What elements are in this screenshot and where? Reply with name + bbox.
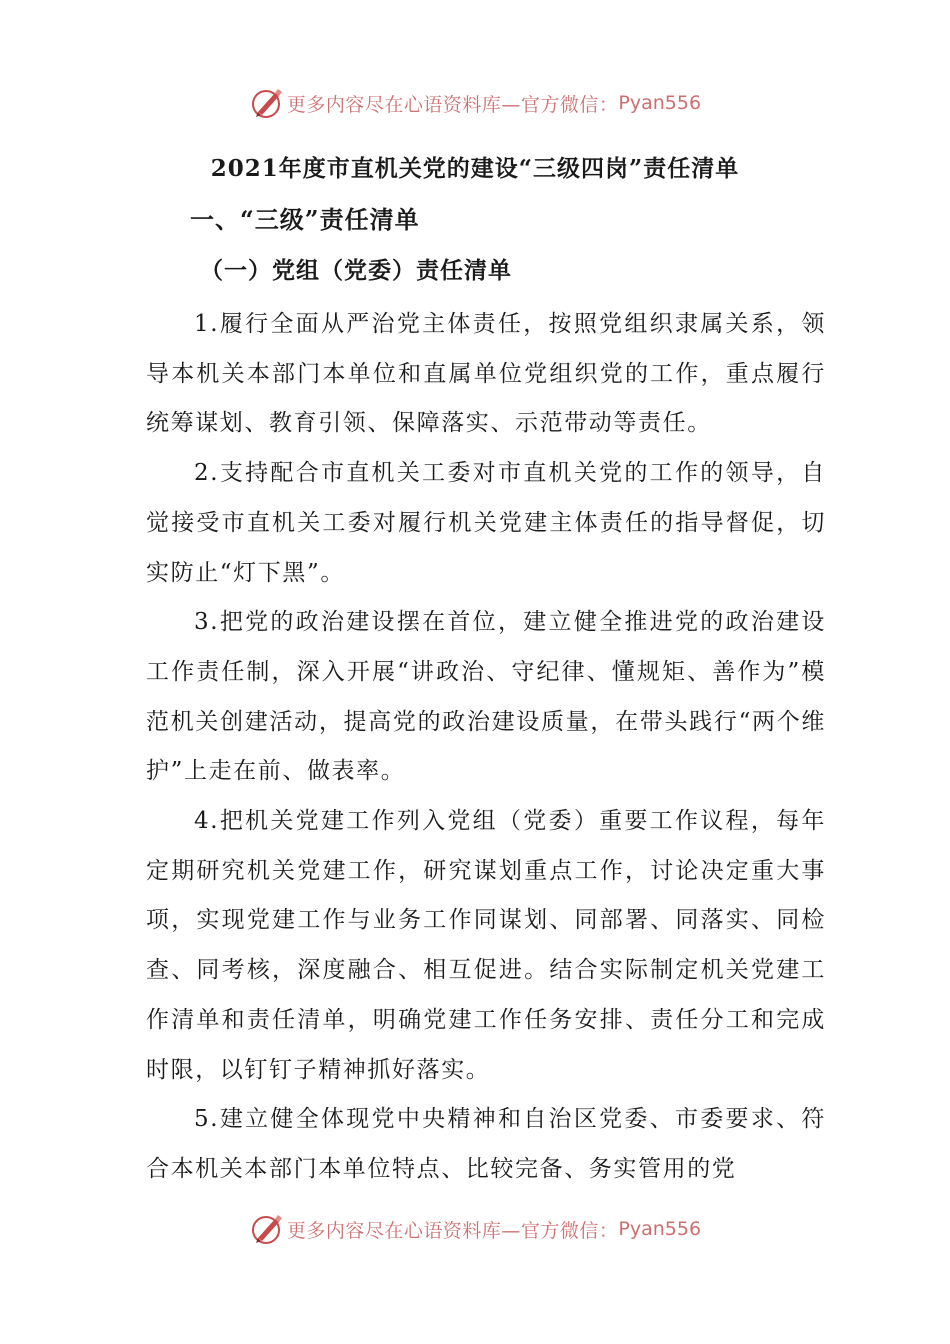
paragraph-1: 1.履行全面从严治党主体责任，按照党组织隶属关系，领导本机关本部门本单位和直属单位党组织党的工作，重点履行统筹谋划、教育引领、保障落实、示范带动等责任。	[146, 311, 826, 437]
paragraph-2: 2.支持配合市直机关工委对市直机关党的工作的领导，自觉接受市直机关工委对履行机关党建主体责任的指导督促，切实防止“灯下黑”。	[146, 460, 826, 586]
watermark-header	[0, 83, 950, 123]
paragraph-3: 3.把党的政治建设摆在首位，建立健全推进党的政治建设工作责任制，深入开展“讲政治、守纪律、懂规矩、善作为”模范机关创建活动，提高党的政治建设质量，在带头践行“两个维护”上走在前、做表率。	[146, 609, 826, 785]
paragraph-4: 4.把机关党建工作列入党组（党委）重要工作议程，每年定期研究机关党建工作，研究谋划重点工作，讨论决定重大事项，实现党建工作与业务工作同谋划、同部署、同落实、同检查、同考核，深度融合、相互促进。结合实际制定机关党建工作清单和责任清单，明确党建工作任务安排、责任分工和完成时限，以钉钉子精神抓好落实。	[146, 808, 826, 1083]
document-title: 2021年度市直机关党的建设“三级四岗”责任清单	[210, 155, 740, 182]
watermark-text: 更多内容尽在心语资料库—官方微信：	[286, 93, 619, 116]
watermark-wechat-id: Pyan556	[618, 1218, 702, 1240]
watermark-footer	[0, 1209, 950, 1249]
paragraph-5: 5.建立健全体现党中央精神和自治区党委、市委要求、符合本机关本部门本单位特点、比较完备、务实管用的党	[146, 1106, 826, 1182]
watermark-text: 更多内容尽在心语资料库—官方微信：	[286, 1219, 619, 1242]
watermark-wechat-id: Pyan556	[618, 92, 702, 114]
pen-logo-icon	[249, 1211, 285, 1247]
section-heading: 一、“三级”责任清单	[190, 205, 420, 234]
subsection-heading: （一）党组（党委）责任清单	[200, 257, 512, 284]
document-body	[146, 300, 826, 1195]
pen-logo-icon	[249, 85, 285, 121]
